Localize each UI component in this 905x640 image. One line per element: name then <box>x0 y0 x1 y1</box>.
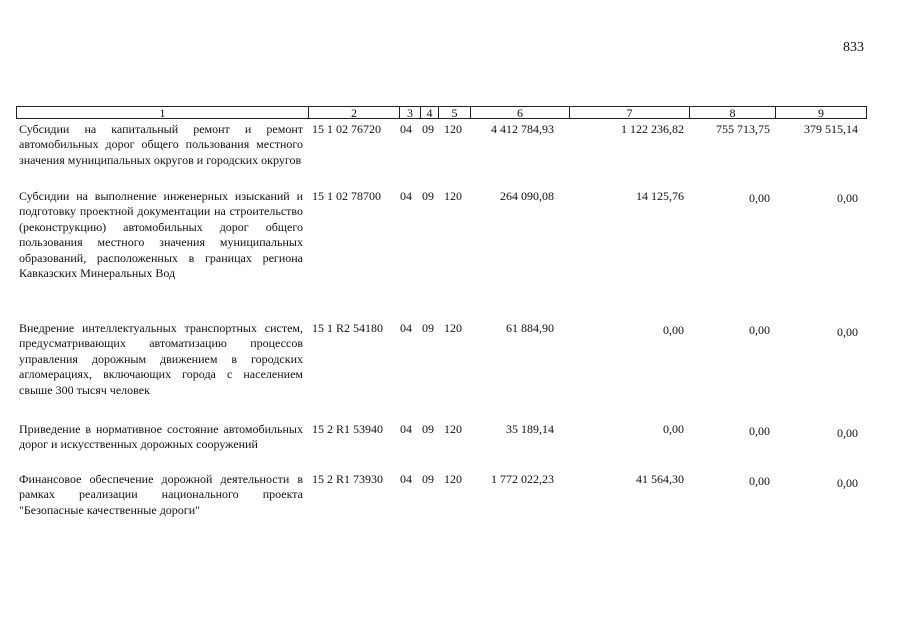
row-description: Финансовое обеспечение дорожной деятельности в рамках реализации национального проекта "Безопасные качественные дороги" <box>19 472 303 517</box>
header-col-5: 5 <box>438 107 470 118</box>
row-col-9: 0,00 <box>837 476 858 490</box>
row-col-3: 04 <box>400 189 412 203</box>
row-code: 15 2 R1 53940 <box>312 422 384 436</box>
row-col-7: 1 122 236,82 <box>621 122 684 136</box>
row-col-6: 35 189,14 <box>506 422 554 436</box>
row-col-8: 0,00 <box>749 191 770 205</box>
page-number: 833 <box>843 40 864 55</box>
row-col-6: 264 090,08 <box>500 189 554 203</box>
row-col-4: 09 <box>422 472 434 486</box>
row-col-5: 120 <box>444 472 462 486</box>
row-description: Субсидии на капитальный ремонт и ремонт автомобильных дорог общего пользования местного значения муниципальных округов и городских округов <box>19 122 303 167</box>
row-col-7: 0,00 <box>663 323 684 337</box>
row-col-8: 0,00 <box>749 424 770 438</box>
header-col-1: 1 <box>159 106 166 120</box>
row-code: 15 1 02 78700 <box>312 189 381 203</box>
row-description: Приведение в нормативное состояние автомобильных дорог и искусственных дорожных сооружений <box>19 422 303 452</box>
row-code: 15 1 02 76720 <box>312 122 381 136</box>
row-col-8: 0,00 <box>749 323 770 337</box>
table-header <box>16 106 867 119</box>
row-col-7: 14 125,76 <box>636 189 684 203</box>
row-code: 15 1 R2 54180 <box>312 321 384 335</box>
row-col-3: 04 <box>400 122 412 136</box>
row-col-5: 120 <box>444 189 462 203</box>
row-col-8: 0,00 <box>749 474 770 488</box>
header-col-3: 3 <box>399 107 420 118</box>
row-col-9: 379 515,14 <box>804 122 858 136</box>
row-code: 15 2 R1 73930 <box>312 472 384 486</box>
row-col-8: 755 713,75 <box>716 122 770 136</box>
row-col-9: 0,00 <box>837 426 858 440</box>
row-col-9: 0,00 <box>837 191 858 205</box>
header-col-6: 6 <box>470 107 569 118</box>
row-col-3: 04 <box>400 472 412 486</box>
row-col-7: 41 564,30 <box>636 472 684 486</box>
row-col-4: 09 <box>422 321 434 335</box>
row-col-4: 09 <box>422 189 434 203</box>
row-col-5: 120 <box>444 321 462 335</box>
row-col-3: 04 <box>400 321 412 335</box>
row-col-7: 0,00 <box>663 422 684 436</box>
row-col-6: 4 412 784,93 <box>491 122 554 136</box>
row-description: Внедрение интеллектуальных транспортных систем, предусматривающих автоматизацию процессов управления дорожным движением в городских агломерациях, включающих города с населением свыше 300 тысяч человек <box>19 321 303 397</box>
header-col-7: 7 <box>569 107 689 118</box>
row-col-6: 1 772 022,23 <box>491 472 554 486</box>
header-col-8: 8 <box>689 107 775 118</box>
row-col-4: 09 <box>422 122 434 136</box>
row-description: Субсидии на выполнение инженерных изысканий и подготовку проектной документации на строительство (реконструкцию) автомобильных дорог общего пользования местного значения муниципальных образований, расположенных в границах региона Кавказских Минеральных Вод <box>19 189 303 281</box>
header-col-2: 2 <box>308 107 399 118</box>
header-col-9: 9 <box>775 107 866 118</box>
header-col-4: 4 <box>420 107 438 118</box>
row-col-9: 0,00 <box>837 325 858 339</box>
row-col-5: 120 <box>444 422 462 436</box>
row-col-3: 04 <box>400 422 412 436</box>
row-col-6: 61 884,90 <box>506 321 554 335</box>
row-col-4: 09 <box>422 422 434 436</box>
row-col-5: 120 <box>444 122 462 136</box>
